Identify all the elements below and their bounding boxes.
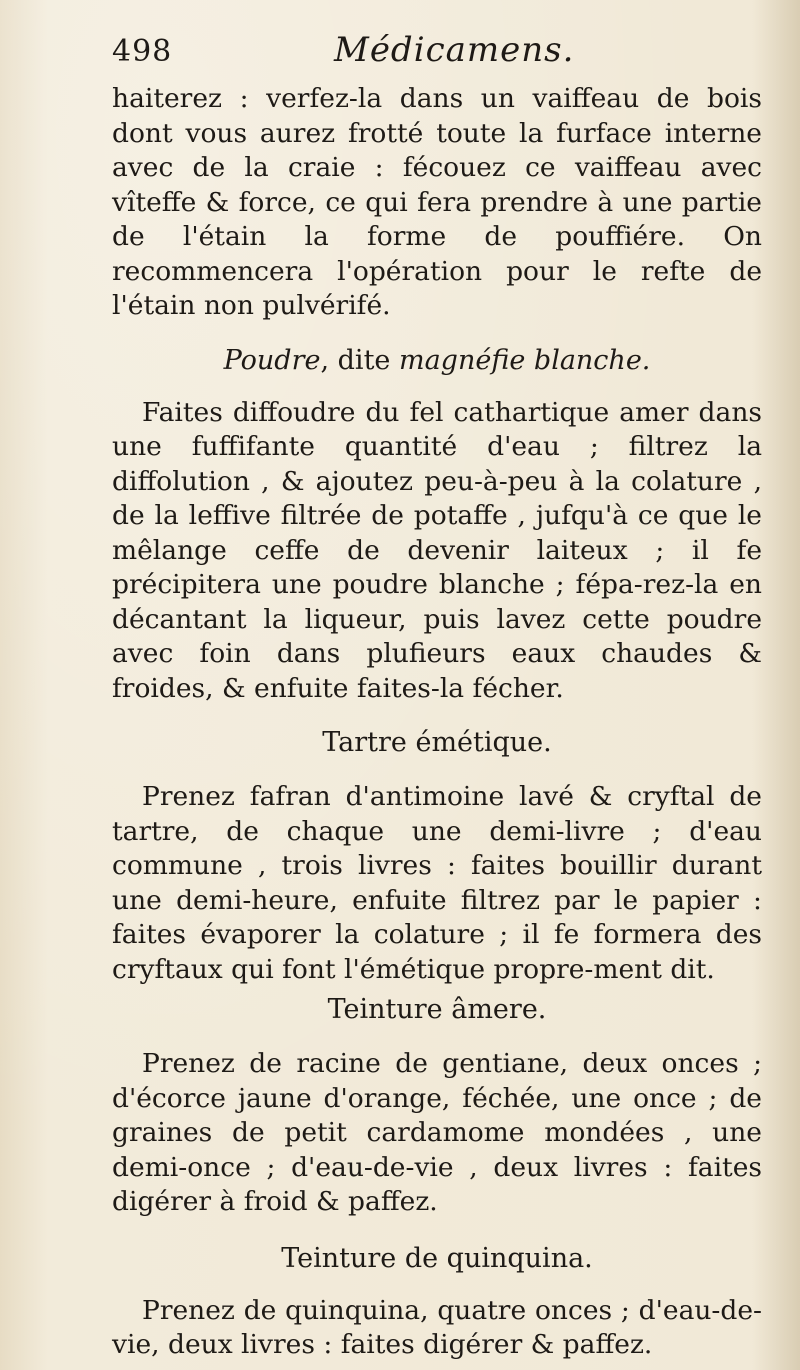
heading-poudre-magnesie [112,344,762,378]
page-number: 498 [112,34,173,69]
paragraph-continuation: haiterez : verfez-la dans un vaiffeau de bois dont vous aurez frotté toute la furface interne avec de la craie : fécouez ce vaiffeau avec vîteffe & force, ce qui fera prendre à une partie de l'étain la forme de pouffiére. On recommencera l'opération pour le refte de l'étain non pulvérifé. [112,83,762,321]
paragraph-magnesie: Faites diffoudre du fel cathartique amer dans une fuffifante quantité d'eau ; filtrez la diffolution , & ajoutez peu-à-peu à la colature , de la leffive filtrée de potaffe , jufqu'à ce que le mêlange ceffe de devenir laiteux ; il fe précipitera une poudre blanche ; fépa-rez-la en décantant la liqueur, puis lavez cette poudre avec foin dans plufieurs eaux chaudes & froides, & enfuite faites-la fécher. [112,396,762,704]
heading-teinture-quinquina: Teinture de quinquina. [281,1242,593,1274]
running-title: Médicamens. [334,30,575,70]
heading-poudre-dite: , dite [320,344,399,376]
heading-poudre-word: Poudre [223,344,321,376]
paragraph-teinture-quinquina: Prenez de quinquina, quatre onces ; d'eau-de-vie, deux livres : faites digérer & paffez. [112,1294,762,1360]
paragraph-teinture-amere: Prenez de racine de gentiane, deux onces ; d'écorce jaune d'orange, féchée, une once ; de graines de petit cardamome mondées , une demi-once ; d'eau-de-vie , deux livres : faites digérer à froid & paffez. [112,1048,762,1217]
heading-tartre-emetique: Tartre émétique. [322,727,552,758]
running-head [112,30,762,82]
heading-teinture-amere: Teinture âmere. [327,994,547,1025]
paragraph-tartre: Prenez fafran d'antimoine lavé & cryftal de tartre, de chaque une demi-livre ; d'eau commune , trois livres : faites bouillir durant une demi-heure, enfuite filtrez par le papier : faites évaporer la colature ; il fe formera des cryftaux qui font l'émétique propre-ment dit. [112,781,762,985]
heading-magnesie-name: magnéfie blanche. [398,344,651,376]
